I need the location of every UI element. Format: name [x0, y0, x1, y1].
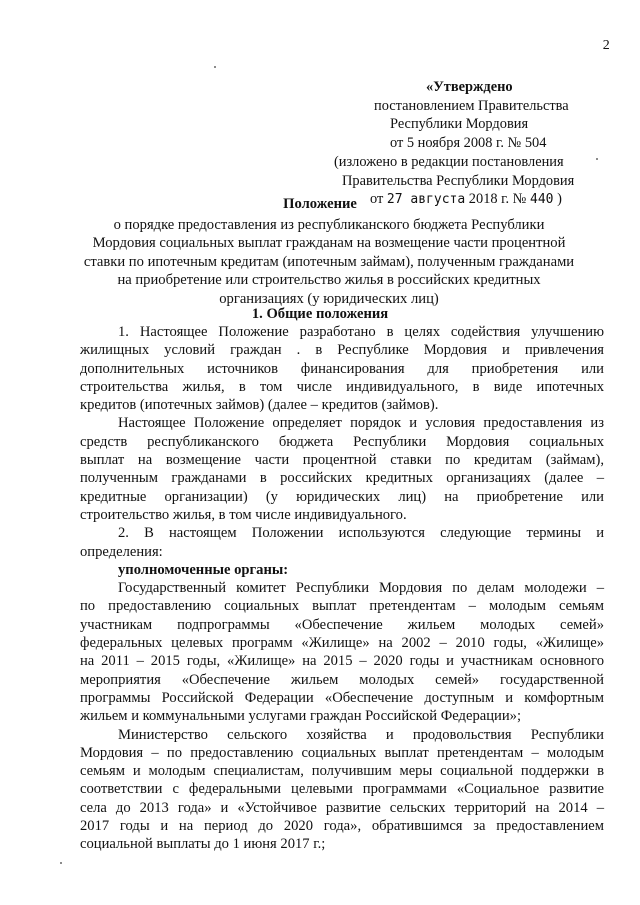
handwritten-number: 440	[530, 192, 554, 208]
section-heading: 1. Общие положения	[251, 306, 389, 322]
approval-line: от 5 ноября 2008 г. № 504	[390, 135, 547, 152]
date-prefix: от	[370, 191, 384, 208]
paragraph-line: Министерство сельского хозяйства и продовольствия Республики	[118, 726, 604, 743]
paragraph-line: полученным гражданами в российских кредитных организациях (далее –	[80, 470, 604, 487]
approval-block	[330, 78, 600, 210]
paragraph-line: строительства жилья, в том числе индивидуального, в виде ипотечных	[80, 378, 604, 395]
scan-speck	[596, 158, 598, 160]
date-year: 2018 г. №	[468, 191, 527, 208]
paragraph-line: мероприятия «Обеспечение жильем молодых семей» государственной	[80, 671, 604, 688]
paragraph-line: 2. В настоящем Положении используются следующие термины и	[118, 525, 604, 542]
scan-speck	[60, 862, 62, 864]
paragraph-line: кредитные организации) (у юридических лиц) на приобретение или	[80, 488, 604, 505]
approval-line: Республики Мордовия	[390, 116, 529, 133]
paragraph-line: Мордовия – по предоставлению социальных выплат претендентам – молодым	[80, 744, 604, 761]
paragraph-line: Настоящее Положение определяет порядок и условия предоставления из	[118, 415, 604, 432]
paragraph-line: жильем и коммунальными услугами граждан Российской Федерации»;	[80, 708, 522, 725]
paragraph-line: села до 2013 года» и «Устойчивое развитие сельских территорий на 2014 –	[80, 799, 604, 816]
scan-speck	[214, 66, 216, 68]
paragraph-line: на 2011 – 2015 годы, «Жилище» на 2015 – 2020 годы и участникам основного	[80, 653, 604, 670]
paragraph-line: Государственный комитет Республики Мордовия по делам молодежи –	[118, 580, 604, 597]
paragraph-line: федеральных целевых программ «Жилище» на 2002 – 2010 годы, «Жилище»	[80, 635, 604, 652]
approval-line: Правительства Республики Мордовия	[342, 172, 575, 189]
date-suffix: )	[557, 191, 562, 208]
handwritten-date: 27 августа	[386, 192, 466, 208]
paragraph-line: строительство жилья, в том числе индивидуального.	[80, 506, 407, 523]
subtitle-line: Мордовия социальных выплат гражданам на возмещение части процентной	[92, 235, 566, 252]
paragraph-line: жилищных условий граждан . в Республике Мордовия и привлечения	[80, 342, 604, 359]
paragraph-line: 1. Настоящее Положение разработано в целях содействия улучшению	[118, 324, 604, 340]
paragraph-line: выплат на возмещение части процентной ставки по кредитам (займам),	[80, 452, 604, 469]
document-subtitle	[74, 216, 584, 308]
subtitle-line: о порядке предоставления из республиканского бюджета Республики	[113, 217, 545, 233]
paragraph-line: 2017 годы и на период до 2020 года», обратившимся за предоставлением	[80, 818, 604, 835]
document-body	[80, 323, 604, 854]
subtitle-line: ставки по ипотечным кредитам (ипотечным займам), полученным гражданами	[83, 253, 575, 270]
paragraph-line: по предоставлению социальных выплат претендентам – молодым семьям	[80, 598, 604, 615]
page-number: 2	[602, 38, 610, 53]
approval-title: «Утверждено	[426, 79, 513, 95]
approval-line: постановлением Правительства	[374, 97, 569, 114]
paragraph-line: участникам подпрограммы «Обеспечение жильем молодых семей»	[80, 616, 604, 633]
paragraph-line: семьям и молодым специалистам, получившим меры социальной поддержки в	[80, 763, 604, 780]
document-title: Положение	[283, 196, 357, 212]
paragraph-line: программы Российской Федерации «Обеспечение доступным и комфортным	[80, 689, 604, 706]
paragraph-line: социальной выплаты до 1 июня 2017 г.;	[80, 836, 326, 853]
paragraph-line: средств республиканского бюджета Республики Мордовия социальных	[80, 433, 604, 450]
paragraph-line: определения:	[80, 543, 163, 560]
paragraph-line: соответствии с федеральными целевыми программами «Социальное развитие	[80, 781, 604, 798]
subtitle-line: организациях (у юридических лиц)	[219, 290, 439, 307]
term-title: уполномоченные органы:	[118, 561, 289, 578]
paragraph-line: кредитов (ипотечных займов) (далее – кредитов (займов).	[80, 397, 439, 414]
subtitle-line: на приобретение или строительство жилья в российских кредитных	[117, 272, 541, 289]
paragraph-line: дополнительных источников финансирования для приобретения или	[80, 360, 604, 377]
approval-line: (изложено в редакции постановления	[334, 153, 564, 170]
